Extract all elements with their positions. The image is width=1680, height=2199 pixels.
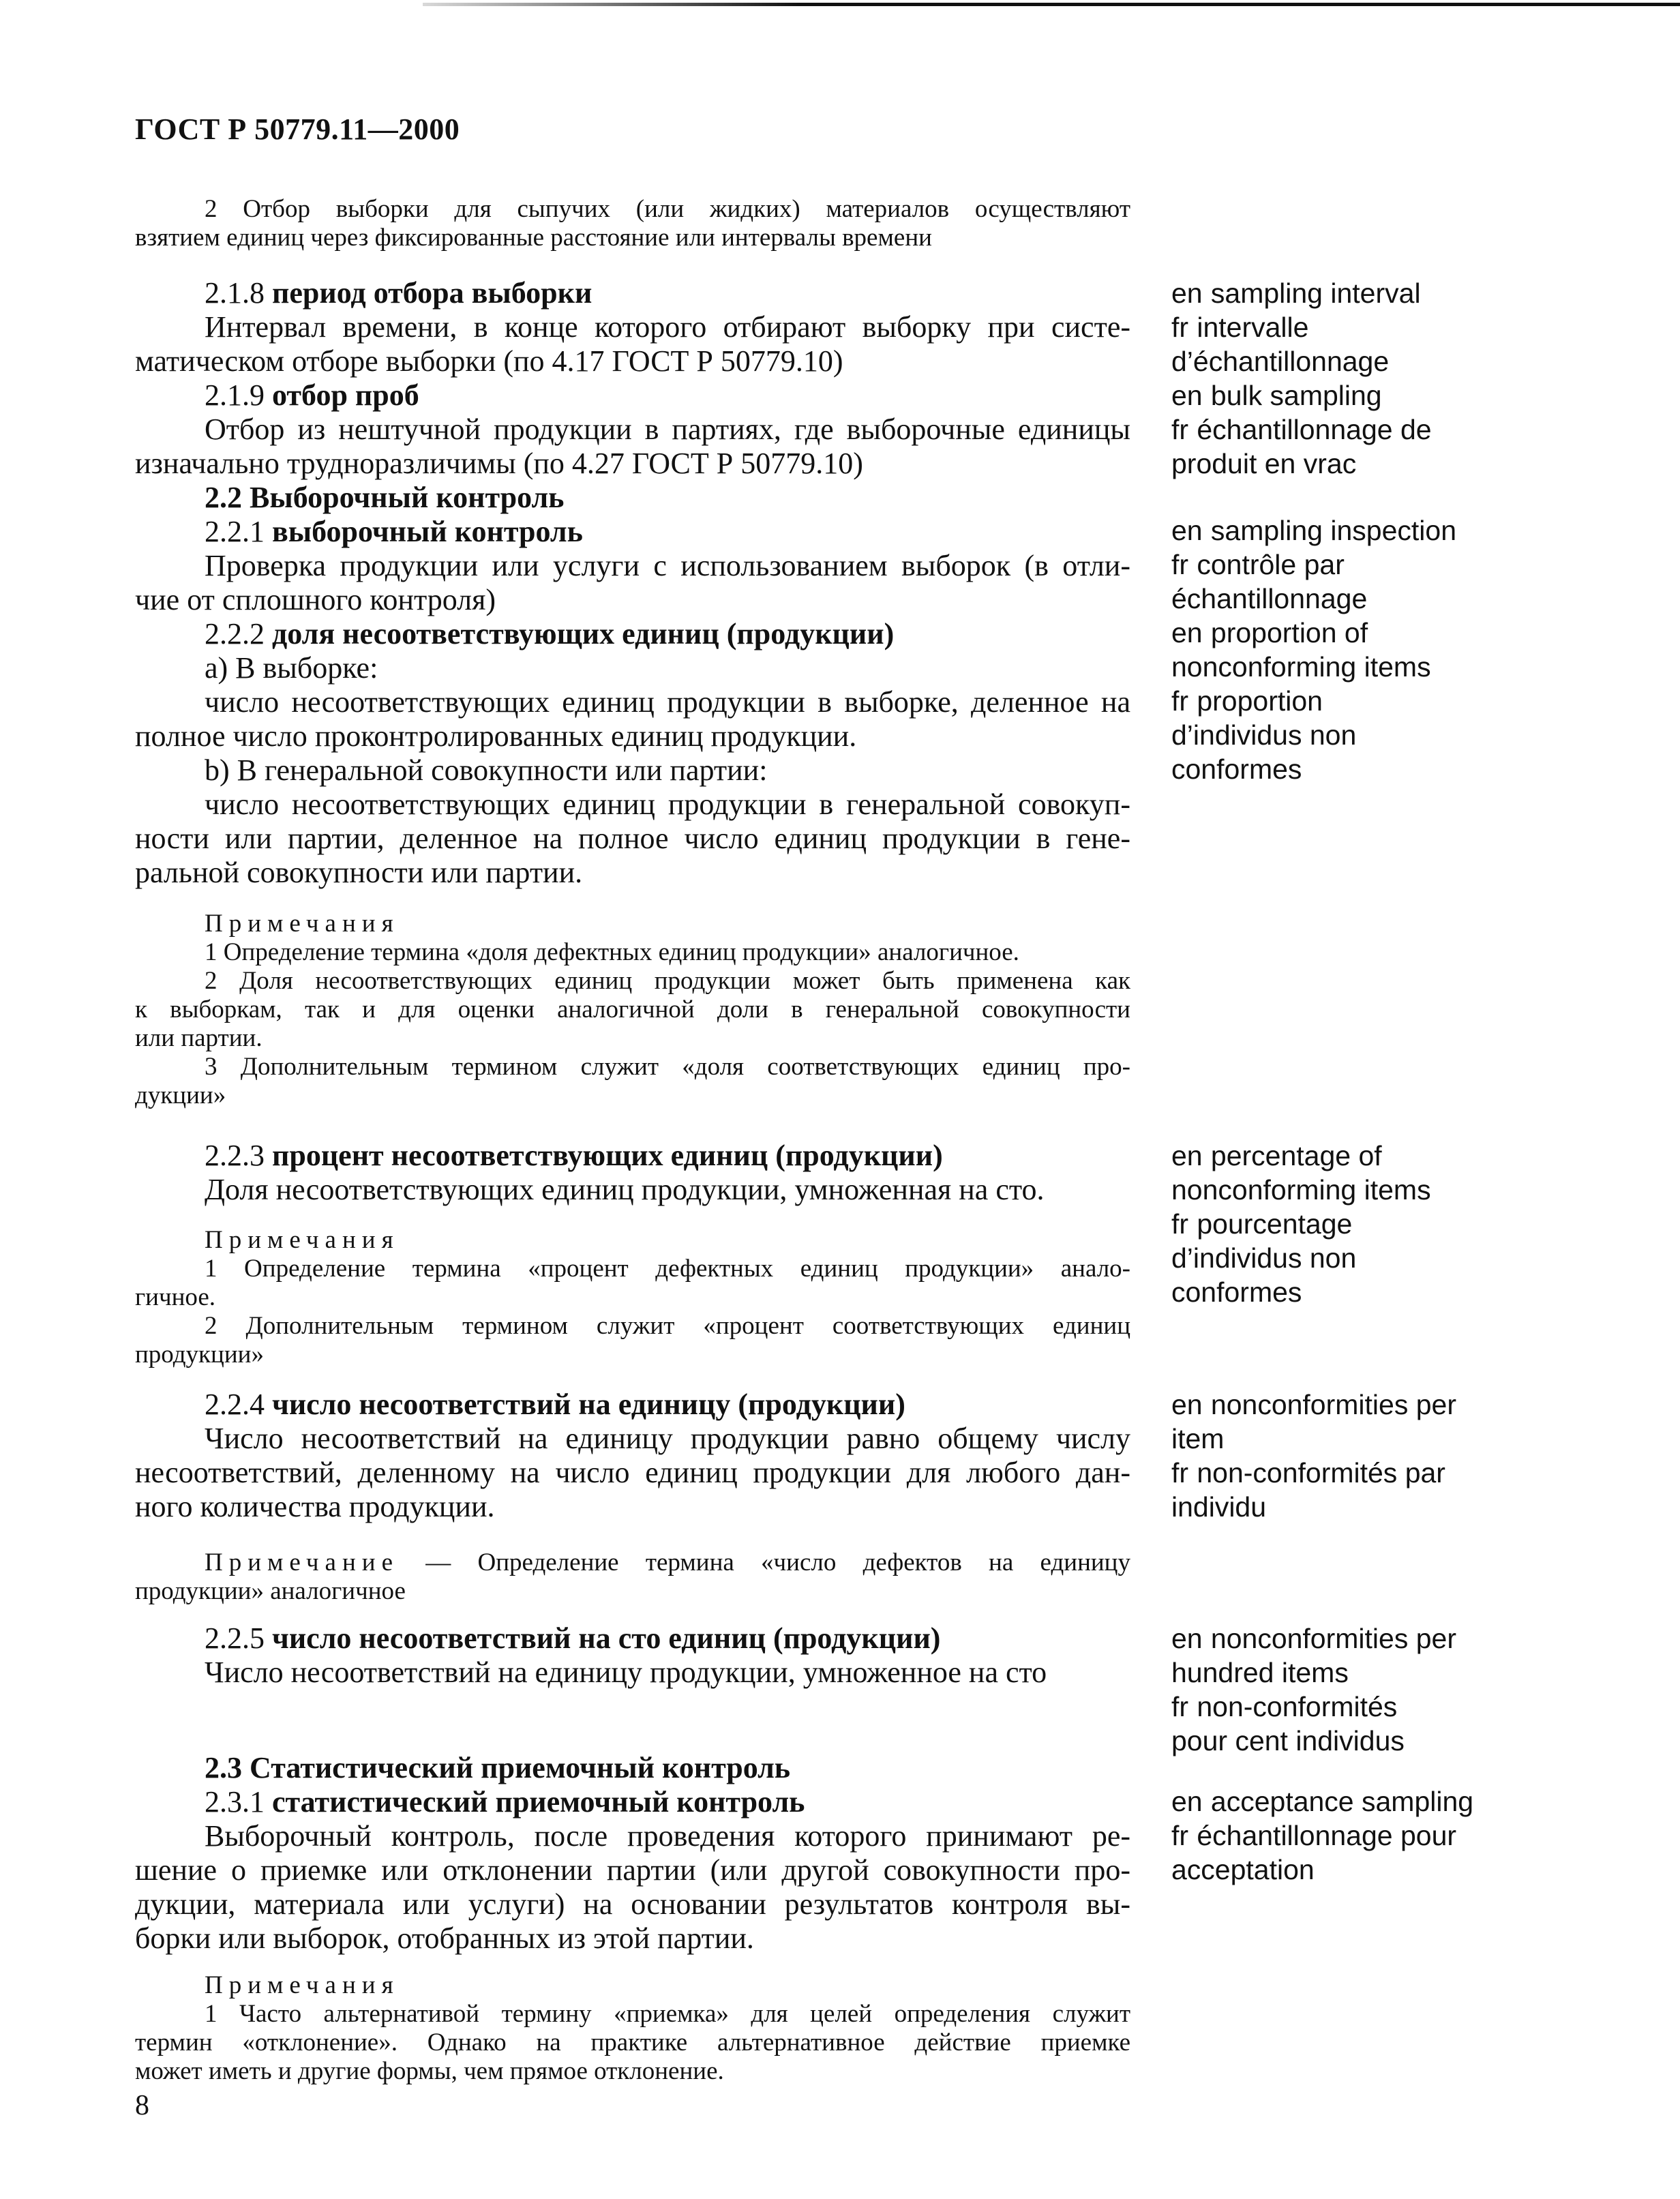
language-code: fr [1171,414,1189,445]
term-name: процент несоответствующих единиц (продукции) [272,1139,943,1172]
line-text: 1 Часто альтернативой термину «приемка» для целей определения служит [205,2000,1130,2028]
equivalents-block [1171,1784,1662,1887]
line-text: Проверка продукции или услуги с использованием выборок (в отли- [205,549,1130,582]
equivalent-term: nonconforming items [1171,1174,1431,1206]
equivalent-term: proportion of [1210,617,1368,648]
line-text: число несоответствующих единиц продукции в генеральной совокуп- [205,788,1130,821]
line-text: ного количества продукции. [135,1490,495,1523]
line-text: Доля несоответствующих единиц продукции, умноженная на сто. [205,1173,1045,1206]
text-line [135,344,1130,378]
language-code: en [1171,1140,1203,1171]
equivalent-line [1171,1275,1662,1309]
equivalent-line [1171,1621,1662,1656]
text-line [135,447,1130,481]
equivalent-line [1171,1724,1662,1758]
language-code: fr [1171,685,1189,717]
equivalent-line [1171,1819,1662,1853]
text-line [135,2057,1130,2086]
equivalent-line [1171,310,1662,344]
equivalent-term: percentage of [1210,1140,1382,1171]
equivalent-term: nonconforming items [1171,651,1431,683]
term-number: 2.3.1 [205,1785,265,1819]
term-heading [135,1388,1130,1422]
term-heading [135,1785,1130,1819]
notes-label: Примечания [205,1226,400,1254]
equivalent-term: non-conformités [1197,1691,1398,1722]
equivalent-line [1171,684,1662,718]
text-line [135,1853,1130,1887]
line-text: дукции» [135,1081,226,1109]
section-title: 2.2 Выборочный контроль [205,481,565,514]
text-line [135,1283,1130,1312]
line-text: продукции» аналогичное [135,1577,406,1605]
term-name: статистический приемочный контроль [272,1785,805,1819]
term-heading [135,1139,1130,1173]
term-number: 2.1.8 [205,276,265,310]
equivalent-term: produit en vrac [1171,448,1357,479]
term-number: 2.2.1 [205,515,265,548]
line-text: 2 Отбор выборки для сыпучих (или жидких) материалов осуществляют [205,195,1130,223]
term-number: 2.1.9 [205,378,265,412]
language-code: fr [1171,312,1189,343]
line-text: — Определение термина «число дефектов на единицу [399,1549,1130,1576]
equivalent-term: conformes [1171,1276,1302,1308]
equivalent-line [1171,1139,1662,1173]
text-line [135,996,1130,1024]
language-code: fr [1171,1457,1189,1489]
equivalent-line [1171,752,1662,786]
term-heading [135,276,1130,310]
equivalent-term: sampling interval [1210,278,1421,309]
line-text: Выборочный контроль, после проведения которого принимают ре- [205,1819,1130,1853]
notes-label: Примечания [205,910,400,938]
equivalent-line [1171,1422,1662,1456]
text-line [135,753,1130,788]
language-code: fr [1171,1208,1189,1240]
equivalent-line [1171,1690,1662,1724]
equivalent-term: proportion [1197,685,1323,717]
equivalent-line [1171,413,1662,447]
language-code: en [1171,1623,1203,1654]
language-code: fr [1171,1820,1189,1851]
equivalent-term: d’échantillonnage [1171,346,1390,377]
text-line [135,1053,1130,1081]
language-code: en [1171,380,1203,411]
equivalent-term: pourcentage [1197,1208,1353,1240]
equivalent-term: non-conformités par [1197,1457,1445,1489]
equivalent-line [1171,582,1662,616]
term-number: 2.2.5 [205,1621,265,1655]
line-text: может иметь и другие формы, чем прямое отклонение. [135,2057,724,2085]
text-line [135,224,1130,252]
notes-label: Примечание [205,1549,399,1576]
equivalent-term: d’individus non [1171,719,1357,751]
text-line [135,310,1130,344]
line-text: Интервал времени, в конце которого отбирают выборку при систе- [205,310,1130,344]
text-line [135,1312,1130,1341]
language-code: en [1171,617,1203,648]
equivalents-block [1171,1139,1662,1309]
text-block [135,1139,1130,1207]
equivalents-block [1171,1621,1662,1758]
equivalent-line [1171,616,1662,650]
line-text: 3 Дополнительным термином служит «доля соответствующих единиц про- [205,1053,1130,1081]
text-line [135,788,1130,822]
text-line [135,549,1130,583]
equivalent-line [1171,548,1662,582]
text-line [135,1422,1130,1456]
line-text: полное число проконтролированных единиц продукции. [135,719,857,753]
text-block [135,276,1130,890]
term-number: 2.2.2 [205,617,265,650]
text-line [135,2029,1130,2057]
line-text: или партии. [135,1024,262,1052]
line-text: изначально трудноразличимы (по 4.27 ГОСТ Р 50779.10) [135,447,863,480]
term-heading [135,1621,1130,1656]
text-block [135,195,1130,252]
equivalent-term: hundred items [1171,1657,1349,1688]
equivalents-block [1171,276,1662,481]
equivalent-term: intervalle [1197,312,1309,343]
line-text: к выборкам, так и для оценки аналогичной доли в генеральной совокупности [135,996,1130,1023]
term-name: число несоответствий на единицу (продукции) [272,1388,905,1421]
text-line [135,856,1130,890]
language-code: fr [1171,1691,1189,1722]
line-text: дукции, материала или услуги) на основании результатов контроля вы- [135,1887,1130,1921]
language-code: en [1171,278,1203,309]
line-text: Отбор из нештучной продукции в партиях, где выборочные единицы [205,413,1130,446]
equivalent-line [1171,1456,1662,1490]
text-block [135,910,1130,1110]
text-line [135,1549,1130,1577]
equivalent-line [1171,1784,1662,1819]
term-name: период отбора выборки [272,276,592,310]
text-line [135,1656,1130,1690]
term-name: доля несоответствующих единиц (продукции) [272,617,895,650]
text-line [135,822,1130,856]
equivalent-line [1171,1207,1662,1241]
text-line [135,1971,1130,2000]
equivalent-term: acceptance sampling [1210,1786,1474,1817]
line-text: число несоответствующих единиц продукции в выборке, деленное на [205,685,1130,719]
text-line [135,1024,1130,1053]
line-text: продукции» [135,1341,264,1368]
equivalent-line [1171,1388,1662,1422]
language-code: fr [1171,549,1189,580]
term-number: 2.2.4 [205,1388,265,1421]
page-header: ГОСТ Р 50779.11—2000 [135,113,460,146]
equivalents-block [1171,1388,1662,1524]
equivalent-term: échantillonnage [1171,583,1368,614]
line-text: ности или партии, деленное на полное число единиц продукции в гене- [135,822,1130,855]
line-text: 1 Определение термина «процент дефектных единиц продукции» анало- [205,1255,1130,1283]
equivalent-term: échantillonnage pour [1197,1820,1457,1851]
line-text: 2 Дополнительным термином служит «процент соответствующих единиц [205,1312,1130,1340]
text-line [135,1173,1130,1207]
line-text: шение о приемке или отклонении партии (или другой совокупности про- [135,1853,1130,1887]
text-line [135,1341,1130,1369]
equivalent-term: échantillonnage de [1197,414,1432,445]
equivalent-line [1171,1173,1662,1207]
top-rule [423,3,1680,6]
line-text: а) В выборке: [205,651,378,685]
line-text: борки или выборок, отобранных из этой партии. [135,1921,754,1955]
equivalent-line [1171,1490,1662,1524]
text-block [135,1751,1130,1956]
term-name: число несоответствий на сто единиц (продукции) [272,1621,941,1655]
text-line [135,1081,1130,1110]
equivalent-line [1171,650,1662,684]
notes-label: Примечания [205,1971,400,1999]
text-line [135,938,1130,967]
line-text: Число несоответствий на единицу продукции равно общему числу [205,1422,1130,1455]
equivalent-term: item [1171,1423,1225,1454]
equivalent-term: acceptation [1171,1854,1315,1885]
equivalent-line [1171,1853,1662,1887]
equivalent-line [1171,276,1662,310]
text-line [135,195,1130,224]
equivalent-line [1171,1241,1662,1275]
text-block [135,1971,1130,2086]
line-text: 2 Доля несоответствующих единиц продукции может быть применена как [205,967,1130,995]
text-line [135,1887,1130,1921]
text-block [135,1226,1130,1369]
text-line [135,651,1130,685]
line-text: термин «отклонение». Однако на практике альтернативное действие приемке [135,2029,1130,2056]
text-line [135,2000,1130,2029]
equivalent-line [1171,344,1662,378]
section-heading [135,481,1130,515]
text-line [135,1456,1130,1490]
equivalent-term: bulk sampling [1210,380,1382,411]
page-number: 8 [135,2090,149,2121]
text-block [135,1549,1130,1606]
section-heading [135,1751,1130,1785]
language-code: en [1171,515,1203,546]
equivalent-term: conformes [1171,753,1302,785]
language-code: en [1171,1786,1203,1817]
equivalents-block [1171,513,1662,786]
text-line [135,685,1130,719]
equivalent-line [1171,447,1662,481]
text-line [135,583,1130,617]
term-name: выборочный контроль [272,515,583,548]
equivalent-term: nonconformities per [1210,1623,1456,1654]
text-block [135,1388,1130,1524]
line-text: ральной совокупности или партии. [135,856,583,889]
equivalent-line [1171,718,1662,752]
line-text: несоответствий, деленному на число единиц продукции для любого дан- [135,1456,1130,1489]
equivalent-term: sampling inspection [1210,515,1456,546]
text-line [135,1226,1130,1255]
text-line [135,413,1130,447]
line-text: взятием единиц через фиксированные расстояние или интервалы времени [135,224,932,252]
equivalent-line [1171,1656,1662,1690]
equivalent-term: d’individus non [1171,1242,1357,1274]
text-block [135,1621,1130,1690]
text-line [135,1490,1130,1524]
line-text: гичное. [135,1283,216,1311]
equivalent-term: nonconformities per [1210,1389,1456,1420]
line-text: чие от сплошного контроля) [135,583,496,616]
term-name: отбор проб [272,378,419,412]
equivalent-line [1171,378,1662,413]
line-text: 1 Определение термина «доля дефектных единиц продукции» аналогичное. [205,938,1019,966]
equivalent-line [1171,513,1662,548]
text-line [135,1577,1130,1606]
language-code: en [1171,1389,1203,1420]
text-line [135,967,1130,996]
text-line [135,1255,1130,1283]
term-heading [135,617,1130,651]
line-text: b) В генеральной совокупности или партии: [205,753,768,787]
line-text: матическом отборе выборки (по 4.17 ГОСТ Р 50779.10) [135,344,843,378]
text-line [135,1819,1130,1853]
term-heading [135,378,1130,413]
text-line [135,719,1130,753]
term-heading [135,515,1130,549]
equivalent-term: contrôle par [1197,549,1345,580]
section-title: 2.3 Статистический приемочный контроль [205,1751,791,1784]
equivalent-term: pour cent individus [1171,1725,1405,1756]
text-line [135,1921,1130,1956]
term-number: 2.2.3 [205,1139,265,1172]
equivalent-term: individu [1171,1491,1267,1523]
text-line [135,910,1130,938]
line-text: Число несоответствий на единицу продукции, умноженное на сто [205,1656,1047,1689]
